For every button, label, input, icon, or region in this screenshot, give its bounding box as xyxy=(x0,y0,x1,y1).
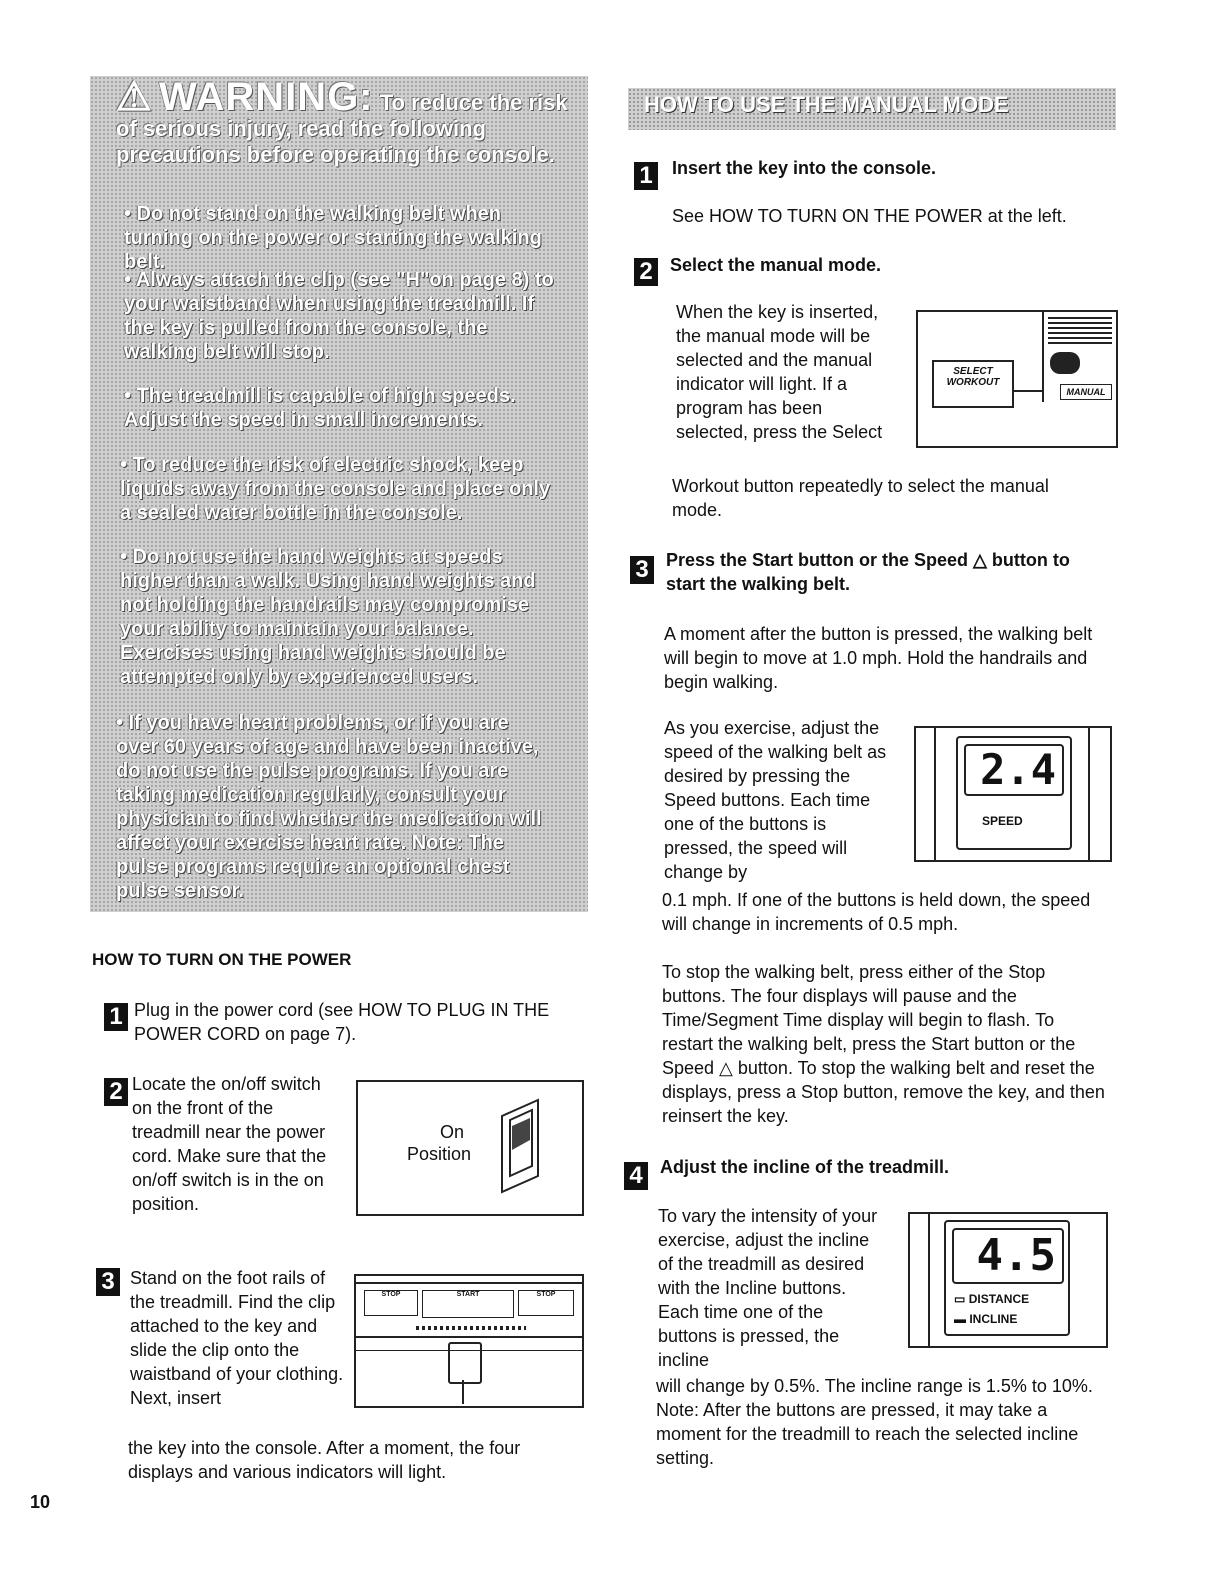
warning-symbol-icon: ⚠ xyxy=(116,75,153,119)
manual-mode-heading-bar xyxy=(628,88,1116,130)
manual-step-1-badge: 1 xyxy=(634,162,658,190)
connector-line xyxy=(1014,390,1042,392)
power-step-3-badge: 3 xyxy=(96,1268,120,1296)
incline-label: INCLINE xyxy=(969,1312,1018,1326)
manual-step-3-title: Press the Start button or the Speed △ button to start the walking belt. xyxy=(666,550,1070,594)
warning-word: WARNING: xyxy=(158,75,374,119)
warning-item-5: • Do not use the hand weights at speeds higher than a walk. Using hand weights and not holding the handrails may compromise your ability to maintain your balance. Exercises using hand weights should be attempted only by experienced users. xyxy=(120,546,536,688)
console-top-edge xyxy=(356,1282,582,1284)
manual-step-2-badge: 2 xyxy=(634,258,658,286)
power-step-1-badge: 1 xyxy=(104,1003,128,1031)
distance-marker-icon: ▭ xyxy=(954,1292,966,1306)
incline-readout-box xyxy=(952,1228,1064,1284)
speed-lcd xyxy=(956,736,1072,850)
power-step-3-text-a: Stand on the foot rails of the treadmill. Find the clip attached to the key and slide the clip onto the waistband of your clothing. Next, insert xyxy=(130,1268,344,1408)
manual-step-4-text-a: To vary the intensity of your exercise, adjust the incline of the treadmill as desired with the Incline buttons. Each time one of the buttons is pressed, the incline xyxy=(658,1206,878,1370)
workout-label: WORKOUT xyxy=(946,377,1000,388)
incline-value: 4.5 xyxy=(976,1230,1056,1281)
console-line xyxy=(356,1336,582,1338)
select-label: SELECT xyxy=(953,366,993,377)
switch-label-on: On xyxy=(439,1122,464,1142)
select-workout-button xyxy=(932,360,1014,408)
console-start: START xyxy=(422,1290,514,1318)
distance-label: DISTANCE xyxy=(968,1292,1030,1306)
speed-display-figure xyxy=(914,726,1112,862)
speed-readout-box xyxy=(964,744,1064,796)
program-list xyxy=(1048,316,1112,344)
page-number: 10 xyxy=(30,1492,51,1512)
warning-item-4: • To reduce the risk of electric shock, keep liquids away from the console and place only a sealed water bottle in the console. xyxy=(120,454,551,524)
display-right-bar xyxy=(1088,728,1090,860)
manual-mode-heading: HOW TO USE THE MANUAL MODE xyxy=(644,92,1009,117)
key-slot xyxy=(448,1342,482,1384)
warning-heading xyxy=(116,75,586,168)
warning-item-2: • Always attach the clip (see "H"on page 8) to your waistband when using the treadmill. If the key is pulled from the console, the walking belt will stop. xyxy=(124,269,554,363)
key-cord xyxy=(462,1380,464,1404)
power-heading: HOW TO TURN ON THE POWER xyxy=(92,950,352,969)
switch-label-position: Position xyxy=(406,1144,472,1164)
manual-step-3-badge: 3 xyxy=(630,556,654,584)
manual-step-1-text: See HOW TO TURN ON THE POWER at the left. xyxy=(672,206,1067,226)
console-stop-left: STOP xyxy=(364,1290,418,1316)
incline-indicator xyxy=(954,1312,1017,1326)
power-step-1-text: Plug in the power cord (see HOW TO PLUG IN THE POWER CORD on page 7). xyxy=(134,1000,550,1044)
manual-step-2-text-b: Workout button repeatedly to select the manual mode. xyxy=(672,476,1049,520)
warning-item-3: • The treadmill is capable of high speeds. Adjust the speed in small increments. xyxy=(124,385,516,431)
speed-value: 2.4 xyxy=(980,745,1056,794)
console-figure xyxy=(354,1274,584,1408)
incline-marker-icon: ▬ xyxy=(954,1312,966,1326)
power-step-2-badge: 2 xyxy=(104,1078,128,1106)
select-workout-figure xyxy=(916,310,1118,448)
rocker-switch-icon xyxy=(498,1096,546,1196)
console-speaker-strip xyxy=(416,1326,526,1330)
warning-item-1: • Do not stand on the walking belt when turning on the power or starting the walking belt. xyxy=(124,203,542,273)
manual-indicator: MANUAL xyxy=(1060,384,1112,400)
manual-step-2-text-a: When the key is inserted, the manual mode will be selected and the manual indicator will light. If a program has been selected, press the Select xyxy=(676,302,883,442)
incline-lcd xyxy=(944,1220,1070,1336)
connector-vertical xyxy=(1042,312,1044,402)
warning-item-6: • If you have heart problems, or if you are over 60 years of age and have been inactive, do not use the pulse programs. If you are taking medication regularly, consult your physician to find whether the medication will affect your exercise heart rate. Note: The pulse programs require an optional chest pulse sensor. xyxy=(116,712,542,902)
console-stop-right: STOP xyxy=(518,1290,574,1316)
incline-display-figure xyxy=(908,1212,1108,1348)
manual-step-3-text: A moment after the button is pressed, the walking belt will begin to move at 1.0 mph. Hold the handrails and begin walking. xyxy=(664,624,1093,692)
ifit-logo-icon xyxy=(1050,352,1080,374)
speed-label: SPEED xyxy=(982,814,1023,828)
manual-step-1-title: Insert the key into the console. xyxy=(672,158,937,178)
display-left-bar xyxy=(934,728,936,860)
manual-step-3-text2-a: As you exercise, adjust the speed of the walking belt as desired by pressing the Speed buttons. Each time one of the buttons is pressed, the speed will change by xyxy=(664,718,887,882)
manual-step-4-text-b: will change by 0.5%. The incline range is 1.5% to 10%. Note: After the buttons are pressed, it may take a moment for the treadmill to reach the selected incline setting. xyxy=(656,1376,1093,1468)
manual-step-3-text3: To stop the walking belt, press either of the Stop buttons. The four displays will pause and the Time/Segment Time display will begin to flash. To restart the walking belt, press the Start button or the Speed △ button. To stop the walking belt and reset the displays, press a Stop button, remove the key, and then reinsert the key. xyxy=(662,962,1105,1126)
power-step-2-text: Locate the on/off switch on the front of the treadmill near the power cord. Make sure that the on/off switch is in the on position. xyxy=(132,1074,327,1214)
incline-display-left-bar xyxy=(928,1214,930,1346)
on-off-switch-figure xyxy=(356,1080,584,1216)
manual-step-2-title: Select the manual mode. xyxy=(670,255,882,275)
manual-step-3-text2-b: 0.1 mph. If one of the buttons is held down, the speed will change in increments of 0.5 mph. xyxy=(662,890,1091,934)
distance-indicator xyxy=(954,1292,1029,1306)
power-step-3-text-b: the key into the console. After a moment, the four displays and various indicators will light. xyxy=(128,1438,521,1482)
warning-intro: To reduce the risk of serious injury, read the following precautions before operating the console. xyxy=(116,90,568,167)
manual-step-4-title: Adjust the incline of the treadmill. xyxy=(660,1157,950,1177)
manual-step-4-badge: 4 xyxy=(624,1162,648,1190)
